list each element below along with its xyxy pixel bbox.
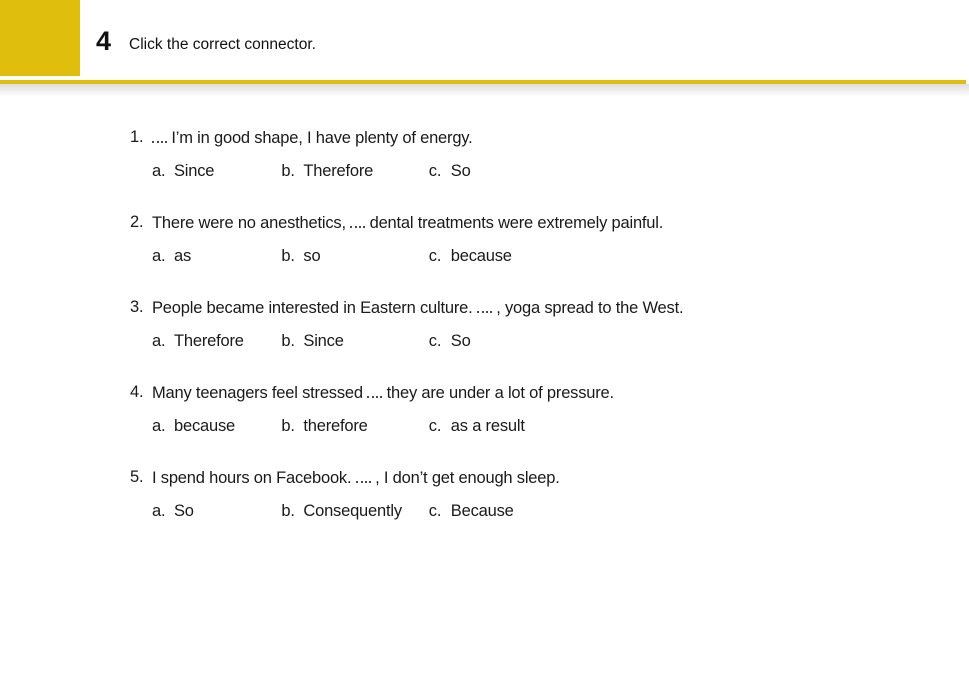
answer-option[interactable] [281,246,424,266]
question-item [0,383,969,436]
answer-option[interactable] [152,246,277,266]
option-letter: a. [152,502,166,520]
question-sentence: There were no anesthetics, dental treatments were extremely painful. [152,214,664,232]
option-text: because [450,247,512,265]
question-sentence: I spend hours on Facebook. , I don’t get enough sleep. [152,469,560,487]
answer-option[interactable] [429,161,471,181]
option-text: Therefore [174,332,244,350]
question-sentence: I’m in good shape, I have plenty of energy. [152,128,969,148]
question-number: 5. [130,468,144,486]
option-letter: c. [428,332,442,350]
question-sentence: Many teenagers feel stressed they are under a lot of pressure. [152,384,614,402]
answer-option[interactable] [429,501,514,521]
option-letter: c. [428,247,442,265]
answer-option[interactable] [429,416,525,436]
answer-option[interactable] [281,501,424,521]
option-letter: b. [281,417,295,435]
answer-blank [367,385,382,398]
question-number: 4. [130,383,144,401]
option-letter: c. [428,417,442,435]
option-letter: b. [281,162,295,180]
answer-blank [356,470,371,483]
option-text: Consequently [303,502,402,520]
answer-option[interactable] [281,161,424,181]
exercise-number: 4 [96,26,111,56]
corner-accent-square [0,0,80,76]
answer-blank [477,300,492,313]
option-letter: a. [152,162,166,180]
answer-options-row [152,161,969,181]
question-list [0,128,969,553]
option-text: because [174,417,235,435]
header-divider-shadow [0,84,969,97]
answer-blank [152,130,167,143]
option-letter: a. [152,247,166,265]
option-text: So [450,162,471,180]
answer-option[interactable] [152,416,277,436]
answer-option[interactable] [429,246,512,266]
question-item [0,213,969,266]
answer-options-row [152,246,969,266]
option-letter: a. [152,332,166,350]
option-text: Since [303,332,344,350]
option-letter: b. [281,502,295,520]
option-text: Because [450,502,514,520]
answer-options-row [152,331,969,351]
option-letter: c. [428,162,442,180]
answer-option[interactable] [152,161,277,181]
option-text: so [303,247,321,265]
answer-options-row [152,416,969,436]
instruction-text: Click the correct connector. [129,36,316,53]
option-text: So [174,502,194,520]
question-number: 1. [130,128,144,146]
question-number: 3. [130,298,144,316]
answer-blank [350,215,365,228]
question-sentence: People became interested in Eastern culture. , yoga spread to the West. [152,299,684,317]
option-text: therefore [303,417,368,435]
exercise-header [0,0,969,84]
answer-option[interactable] [281,416,424,436]
answer-option[interactable] [429,331,471,351]
option-text: as a result [450,417,525,435]
question-item [0,128,969,181]
option-letter: a. [152,417,166,435]
answer-option[interactable] [152,501,277,521]
answer-option[interactable] [152,331,277,351]
option-letter: b. [281,332,295,350]
option-text: Therefore [303,162,374,180]
answer-options-row [152,501,969,521]
option-text: as [174,247,192,265]
answer-option[interactable] [281,331,424,351]
question-item [0,468,969,521]
option-text: Since [174,162,215,180]
option-letter: b. [281,247,295,265]
question-item [0,298,969,351]
option-text: So [450,332,471,350]
question-number: 2. [130,213,144,231]
option-letter: c. [428,502,442,520]
